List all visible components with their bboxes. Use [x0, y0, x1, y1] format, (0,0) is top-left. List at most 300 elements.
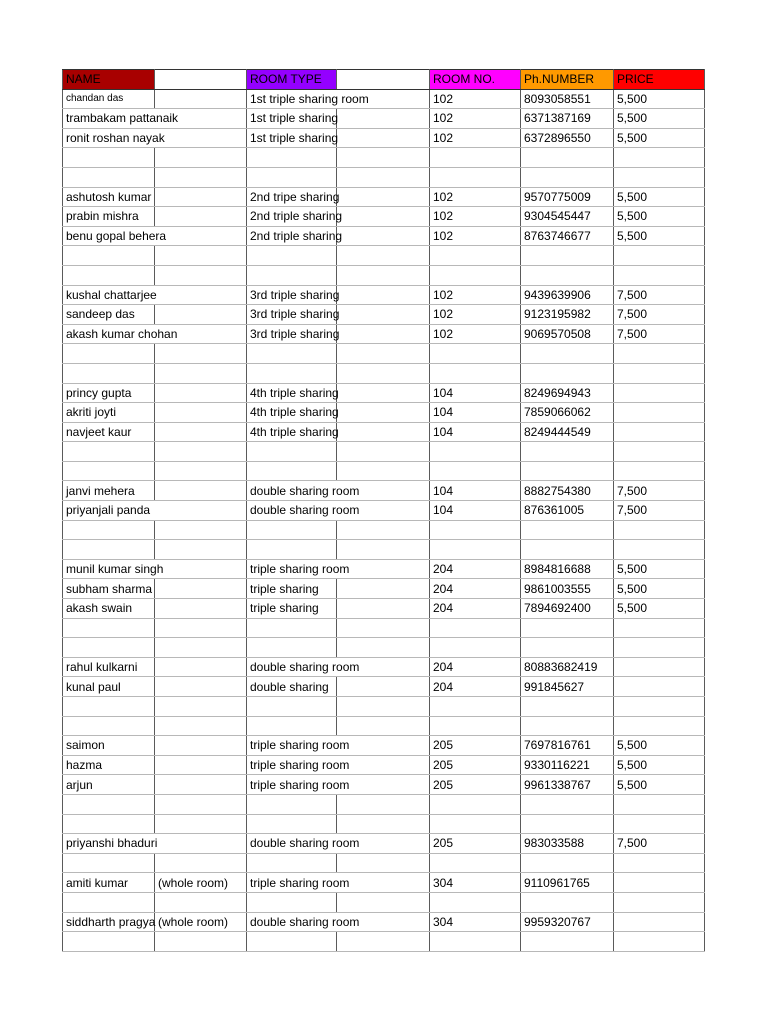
name-cell[interactable]	[63, 697, 155, 717]
note-cell[interactable]	[155, 559, 247, 579]
price-cell[interactable]	[614, 403, 705, 423]
note-cell[interactable]	[155, 814, 247, 834]
room-no-cell[interactable]: 104	[430, 481, 521, 501]
name-cell[interactable]: priyanjali panda	[63, 501, 155, 521]
room-no-cell[interactable]	[430, 167, 521, 187]
room-no-cell[interactable]	[430, 363, 521, 383]
phone-cell[interactable]: 8882754380	[521, 481, 614, 501]
blank-cell[interactable]	[337, 618, 430, 638]
room-no-cell[interactable]: 205	[430, 755, 521, 775]
room-no-cell[interactable]	[430, 520, 521, 540]
note-cell[interactable]	[155, 442, 247, 462]
price-cell[interactable]: 5,500	[614, 736, 705, 756]
price-cell[interactable]: 7,500	[614, 481, 705, 501]
note-cell[interactable]	[155, 167, 247, 187]
phone-cell[interactable]: 9069570508	[521, 324, 614, 344]
price-cell[interactable]	[614, 344, 705, 364]
room-no-cell[interactable]: 102	[430, 324, 521, 344]
phone-cell[interactable]	[521, 148, 614, 168]
phone-cell[interactable]	[521, 265, 614, 285]
room-type-cell[interactable]: 4th triple sharing	[247, 383, 337, 403]
price-cell[interactable]: 7,500	[614, 305, 705, 325]
price-cell[interactable]	[614, 716, 705, 736]
note-cell[interactable]	[155, 853, 247, 873]
room-no-cell[interactable]: 205	[430, 834, 521, 854]
room-no-cell[interactable]	[430, 794, 521, 814]
name-cell[interactable]: sandeep das	[63, 305, 155, 325]
name-cell[interactable]: prabin mishra	[63, 207, 155, 227]
blank-cell[interactable]	[337, 794, 430, 814]
phone-cell[interactable]	[521, 697, 614, 717]
name-cell[interactable]: akash kumar chohan	[63, 324, 155, 344]
note-cell[interactable]	[155, 246, 247, 266]
room-type-cell[interactable]: 3rd triple sharing	[247, 324, 337, 344]
phone-cell[interactable]	[521, 853, 614, 873]
blank-cell[interactable]	[337, 285, 430, 305]
note-cell[interactable]	[155, 481, 247, 501]
price-cell[interactable]: 5,500	[614, 109, 705, 129]
note-cell[interactable]	[155, 657, 247, 677]
name-cell[interactable]	[63, 167, 155, 187]
name-cell[interactable]: akash swain	[63, 599, 155, 619]
blank-cell[interactable]	[337, 716, 430, 736]
room-type-cell[interactable]: 2nd triple sharing	[247, 226, 337, 246]
blank-cell[interactable]	[337, 305, 430, 325]
price-cell[interactable]	[614, 422, 705, 442]
blank-cell[interactable]	[337, 677, 430, 697]
note-cell[interactable]	[155, 834, 247, 854]
room-type-cell[interactable]: 1st triple sharing	[247, 128, 337, 148]
price-cell[interactable]: 5,500	[614, 128, 705, 148]
header-room-no[interactable]: ROOM NO.	[430, 70, 521, 90]
blank-cell[interactable]	[337, 148, 430, 168]
blank-cell[interactable]	[337, 520, 430, 540]
phone-cell[interactable]	[521, 246, 614, 266]
blank-cell[interactable]	[337, 736, 430, 756]
phone-cell[interactable]: 9110961765	[521, 873, 614, 893]
blank-cell[interactable]	[337, 932, 430, 952]
room-type-cell[interactable]: 1st triple sharing	[247, 109, 337, 129]
room-type-cell[interactable]: triple sharing	[247, 579, 337, 599]
name-cell[interactable]	[63, 461, 155, 481]
room-no-cell[interactable]: 304	[430, 873, 521, 893]
note-cell[interactable]	[155, 677, 247, 697]
room-type-cell[interactable]: 2nd triple sharing	[247, 207, 337, 227]
room-type-cell[interactable]: triple sharing room	[247, 559, 337, 579]
blank-cell[interactable]	[337, 226, 430, 246]
blank-cell[interactable]	[337, 167, 430, 187]
room-no-cell[interactable]: 104	[430, 403, 521, 423]
header-blank-1[interactable]	[155, 70, 247, 90]
blank-cell[interactable]	[337, 638, 430, 658]
price-cell[interactable]	[614, 167, 705, 187]
room-type-cell[interactable]	[247, 716, 337, 736]
name-cell[interactable]	[63, 148, 155, 168]
room-type-cell[interactable]: 4th triple sharing	[247, 403, 337, 423]
room-no-cell[interactable]: 104	[430, 501, 521, 521]
header-name[interactable]: NAME	[63, 70, 155, 90]
room-no-cell[interactable]: 102	[430, 109, 521, 129]
room-no-cell[interactable]: 304	[430, 912, 521, 932]
blank-cell[interactable]	[337, 755, 430, 775]
note-cell[interactable]	[155, 363, 247, 383]
note-cell[interactable]	[155, 618, 247, 638]
room-no-cell[interactable]: 102	[430, 207, 521, 227]
phone-cell[interactable]: 9961338767	[521, 775, 614, 795]
phone-cell[interactable]	[521, 638, 614, 658]
price-cell[interactable]	[614, 697, 705, 717]
note-cell[interactable]	[155, 403, 247, 423]
name-cell[interactable]	[63, 794, 155, 814]
price-cell[interactable]	[614, 618, 705, 638]
name-cell[interactable]: amiti kumar	[63, 873, 155, 893]
phone-cell[interactable]: 8249444549	[521, 422, 614, 442]
room-type-cell[interactable]	[247, 814, 337, 834]
note-cell[interactable]	[155, 461, 247, 481]
name-cell[interactable]	[63, 344, 155, 364]
note-cell[interactable]	[155, 89, 247, 109]
phone-cell[interactable]: 7894692400	[521, 599, 614, 619]
room-no-cell[interactable]: 204	[430, 657, 521, 677]
price-cell[interactable]: 5,500	[614, 755, 705, 775]
room-type-cell[interactable]: double sharing room	[247, 481, 337, 501]
name-cell[interactable]: rahul kulkarni	[63, 657, 155, 677]
note-cell[interactable]	[155, 794, 247, 814]
room-type-cell[interactable]	[247, 363, 337, 383]
room-type-cell[interactable]	[247, 461, 337, 481]
phone-cell[interactable]: 9959320767	[521, 912, 614, 932]
note-cell[interactable]	[155, 579, 247, 599]
room-type-cell[interactable]	[247, 540, 337, 560]
price-cell[interactable]	[614, 794, 705, 814]
price-cell[interactable]: 5,500	[614, 579, 705, 599]
room-type-cell[interactable]: 2nd tripe sharing	[247, 187, 337, 207]
name-cell[interactable]: kushal chattarjee	[63, 285, 155, 305]
room-type-cell[interactable]: double sharing room	[247, 657, 337, 677]
price-cell[interactable]	[614, 442, 705, 462]
price-cell[interactable]: 5,500	[614, 187, 705, 207]
name-cell[interactable]	[63, 265, 155, 285]
note-cell[interactable]	[155, 285, 247, 305]
phone-cell[interactable]: 6371387169	[521, 109, 614, 129]
blank-cell[interactable]	[337, 697, 430, 717]
phone-cell[interactable]	[521, 442, 614, 462]
note-cell[interactable]	[155, 638, 247, 658]
header-blank-2[interactable]	[337, 70, 430, 90]
name-cell[interactable]: arjun	[63, 775, 155, 795]
name-cell[interactable]	[63, 363, 155, 383]
name-cell[interactable]	[63, 892, 155, 912]
phone-cell[interactable]: 7859066062	[521, 403, 614, 423]
price-cell[interactable]	[614, 638, 705, 658]
blank-cell[interactable]	[337, 324, 430, 344]
room-no-cell[interactable]: 102	[430, 89, 521, 109]
note-cell[interactable]	[155, 305, 247, 325]
note-cell[interactable]	[155, 383, 247, 403]
blank-cell[interactable]	[337, 187, 430, 207]
note-cell[interactable]	[155, 344, 247, 364]
name-cell[interactable]	[63, 853, 155, 873]
blank-cell[interactable]	[337, 599, 430, 619]
room-no-cell[interactable]	[430, 814, 521, 834]
price-cell[interactable]	[614, 520, 705, 540]
room-type-cell[interactable]	[247, 520, 337, 540]
room-type-cell[interactable]	[247, 265, 337, 285]
room-type-cell[interactable]	[247, 246, 337, 266]
room-no-cell[interactable]	[430, 442, 521, 462]
room-no-cell[interactable]	[430, 540, 521, 560]
blank-cell[interactable]	[337, 383, 430, 403]
room-type-cell[interactable]: double sharing room	[247, 501, 337, 521]
phone-cell[interactable]: 8249694943	[521, 383, 614, 403]
note-cell[interactable]	[155, 540, 247, 560]
phone-cell[interactable]: 9439639906	[521, 285, 614, 305]
phone-cell[interactable]	[521, 932, 614, 952]
blank-cell[interactable]	[337, 344, 430, 364]
price-cell[interactable]: 5,500	[614, 226, 705, 246]
room-type-cell[interactable]: triple sharing room	[247, 873, 337, 893]
room-type-cell[interactable]: 1st triple sharing room	[247, 89, 337, 109]
blank-cell[interactable]	[337, 403, 430, 423]
room-type-cell[interactable]: triple sharing	[247, 599, 337, 619]
price-cell[interactable]	[614, 363, 705, 383]
price-cell[interactable]	[614, 246, 705, 266]
room-type-cell[interactable]: 3rd triple sharing	[247, 305, 337, 325]
room-type-cell[interactable]: triple sharing room	[247, 755, 337, 775]
name-cell[interactable]: munil kumar singh	[63, 559, 155, 579]
blank-cell[interactable]	[337, 540, 430, 560]
note-cell[interactable]	[155, 697, 247, 717]
price-cell[interactable]: 5,500	[614, 89, 705, 109]
phone-cell[interactable]	[521, 892, 614, 912]
phone-cell[interactable]	[521, 167, 614, 187]
note-cell[interactable]	[155, 148, 247, 168]
room-type-cell[interactable]	[247, 853, 337, 873]
room-type-cell[interactable]: triple sharing room	[247, 775, 337, 795]
name-cell[interactable]: akriti joyti	[63, 403, 155, 423]
name-cell[interactable]: ashutosh kumar	[63, 187, 155, 207]
room-type-cell[interactable]	[247, 618, 337, 638]
room-type-cell[interactable]	[247, 167, 337, 187]
room-no-cell[interactable]	[430, 148, 521, 168]
phone-cell[interactable]	[521, 716, 614, 736]
price-cell[interactable]	[614, 892, 705, 912]
room-no-cell[interactable]	[430, 461, 521, 481]
room-type-cell[interactable]: 4th triple sharing	[247, 422, 337, 442]
blank-cell[interactable]	[337, 775, 430, 795]
note-cell[interactable]	[155, 207, 247, 227]
price-cell[interactable]: 7,500	[614, 324, 705, 344]
blank-cell[interactable]	[337, 853, 430, 873]
note-cell[interactable]	[155, 226, 247, 246]
blank-cell[interactable]	[337, 265, 430, 285]
room-no-cell[interactable]	[430, 932, 521, 952]
note-cell[interactable]: (whole room)	[155, 873, 247, 893]
note-cell[interactable]	[155, 736, 247, 756]
name-cell[interactable]: chandan das	[63, 89, 155, 109]
phone-cell[interactable]: 983033588	[521, 834, 614, 854]
name-cell[interactable]	[63, 520, 155, 540]
price-cell[interactable]	[614, 265, 705, 285]
name-cell[interactable]	[63, 638, 155, 658]
room-no-cell[interactable]	[430, 638, 521, 658]
room-no-cell[interactable]: 204	[430, 677, 521, 697]
room-type-cell[interactable]	[247, 344, 337, 364]
note-cell[interactable]	[155, 892, 247, 912]
phone-cell[interactable]: 7697816761	[521, 736, 614, 756]
room-no-cell[interactable]	[430, 265, 521, 285]
room-type-cell[interactable]: double sharing room	[247, 834, 337, 854]
name-cell[interactable]: siddharth pragya	[63, 912, 155, 932]
name-cell[interactable]: princy gupta	[63, 383, 155, 403]
note-cell[interactable]	[155, 422, 247, 442]
note-cell[interactable]	[155, 520, 247, 540]
price-cell[interactable]	[614, 853, 705, 873]
room-type-cell[interactable]	[247, 638, 337, 658]
price-cell[interactable]: 5,500	[614, 559, 705, 579]
note-cell[interactable]	[155, 775, 247, 795]
price-cell[interactable]	[614, 677, 705, 697]
phone-cell[interactable]	[521, 618, 614, 638]
price-cell[interactable]	[614, 814, 705, 834]
room-no-cell[interactable]: 102	[430, 128, 521, 148]
room-no-cell[interactable]: 104	[430, 383, 521, 403]
phone-cell[interactable]: 9861003555	[521, 579, 614, 599]
price-cell[interactable]: 5,500	[614, 599, 705, 619]
phone-cell[interactable]: 9570775009	[521, 187, 614, 207]
phone-cell[interactable]: 6372896550	[521, 128, 614, 148]
price-cell[interactable]: 7,500	[614, 834, 705, 854]
price-cell[interactable]	[614, 461, 705, 481]
phone-cell[interactable]: 9123195982	[521, 305, 614, 325]
room-type-cell[interactable]	[247, 442, 337, 462]
note-cell[interactable]	[155, 599, 247, 619]
note-cell[interactable]	[155, 501, 247, 521]
room-type-cell[interactable]	[247, 697, 337, 717]
name-cell[interactable]: benu gopal behera	[63, 226, 155, 246]
note-cell[interactable]	[155, 265, 247, 285]
room-no-cell[interactable]: 102	[430, 305, 521, 325]
room-type-cell[interactable]: 3rd triple sharing	[247, 285, 337, 305]
room-no-cell[interactable]	[430, 716, 521, 736]
phone-cell[interactable]	[521, 520, 614, 540]
price-cell[interactable]: 5,500	[614, 775, 705, 795]
name-cell[interactable]: janvi mehera	[63, 481, 155, 501]
name-cell[interactable]: hazma	[63, 755, 155, 775]
name-cell[interactable]: navjeet kaur	[63, 422, 155, 442]
blank-cell[interactable]	[337, 814, 430, 834]
name-cell[interactable]: ronit roshan nayak	[63, 128, 155, 148]
blank-cell[interactable]	[337, 559, 430, 579]
blank-cell[interactable]	[337, 892, 430, 912]
name-cell[interactable]	[63, 814, 155, 834]
phone-cell[interactable]	[521, 363, 614, 383]
room-type-cell[interactable]	[247, 148, 337, 168]
price-cell[interactable]	[614, 148, 705, 168]
note-cell[interactable]	[155, 716, 247, 736]
room-type-cell[interactable]	[247, 794, 337, 814]
price-cell[interactable]	[614, 932, 705, 952]
phone-cell[interactable]: 9330116221	[521, 755, 614, 775]
room-no-cell[interactable]	[430, 246, 521, 266]
room-no-cell[interactable]: 204	[430, 579, 521, 599]
room-no-cell[interactable]: 205	[430, 736, 521, 756]
note-cell[interactable]	[155, 755, 247, 775]
room-no-cell[interactable]: 204	[430, 599, 521, 619]
header-phone-number[interactable]: Ph.NUMBER	[521, 70, 614, 90]
note-cell[interactable]: (whole room)	[155, 912, 247, 932]
header-price[interactable]: PRICE	[614, 70, 705, 90]
room-no-cell[interactable]: 102	[430, 285, 521, 305]
phone-cell[interactable]: 8093058551	[521, 89, 614, 109]
room-type-cell[interactable]: double sharing room	[247, 912, 337, 932]
blank-cell[interactable]	[337, 873, 430, 893]
blank-cell[interactable]	[337, 461, 430, 481]
note-cell[interactable]	[155, 128, 247, 148]
header-room-type[interactable]: ROOM TYPE	[247, 70, 337, 90]
blank-cell[interactable]	[337, 128, 430, 148]
phone-cell[interactable]: 8763746677	[521, 226, 614, 246]
note-cell[interactable]	[155, 932, 247, 952]
name-cell[interactable]: priyanshi bhaduri	[63, 834, 155, 854]
price-cell[interactable]: 5,500	[614, 207, 705, 227]
room-no-cell[interactable]	[430, 697, 521, 717]
name-cell[interactable]	[63, 932, 155, 952]
price-cell[interactable]	[614, 657, 705, 677]
name-cell[interactable]: trambakam pattanaik	[63, 109, 155, 129]
room-no-cell[interactable]	[430, 853, 521, 873]
phone-cell[interactable]	[521, 540, 614, 560]
room-no-cell[interactable]	[430, 618, 521, 638]
price-cell[interactable]	[614, 383, 705, 403]
blank-cell[interactable]	[337, 442, 430, 462]
phone-cell[interactable]: 9304545447	[521, 207, 614, 227]
phone-cell[interactable]	[521, 344, 614, 364]
name-cell[interactable]: subham sharma	[63, 579, 155, 599]
room-type-cell[interactable]	[247, 932, 337, 952]
name-cell[interactable]	[63, 716, 155, 736]
note-cell[interactable]	[155, 187, 247, 207]
blank-cell[interactable]	[337, 207, 430, 227]
name-cell[interactable]	[63, 618, 155, 638]
name-cell[interactable]	[63, 442, 155, 462]
room-type-cell[interactable]: double sharing	[247, 677, 337, 697]
room-type-cell[interactable]	[247, 892, 337, 912]
blank-cell[interactable]	[337, 363, 430, 383]
phone-cell[interactable]: 80883682419	[521, 657, 614, 677]
room-no-cell[interactable]	[430, 892, 521, 912]
blank-cell[interactable]	[337, 579, 430, 599]
name-cell[interactable]: kunal paul	[63, 677, 155, 697]
name-cell[interactable]	[63, 540, 155, 560]
room-type-cell[interactable]: triple sharing room	[247, 736, 337, 756]
room-no-cell[interactable]: 204	[430, 559, 521, 579]
room-no-cell[interactable]: 102	[430, 226, 521, 246]
phone-cell[interactable]: 8984816688	[521, 559, 614, 579]
room-no-cell[interactable]: 205	[430, 775, 521, 795]
blank-cell[interactable]	[337, 246, 430, 266]
price-cell[interactable]: 7,500	[614, 501, 705, 521]
blank-cell[interactable]	[337, 109, 430, 129]
price-cell[interactable]	[614, 540, 705, 560]
price-cell[interactable]	[614, 912, 705, 932]
room-no-cell[interactable]: 102	[430, 187, 521, 207]
price-cell[interactable]	[614, 873, 705, 893]
blank-cell[interactable]	[337, 422, 430, 442]
phone-cell[interactable]: 991845627	[521, 677, 614, 697]
room-no-cell[interactable]	[430, 344, 521, 364]
name-cell[interactable]	[63, 246, 155, 266]
